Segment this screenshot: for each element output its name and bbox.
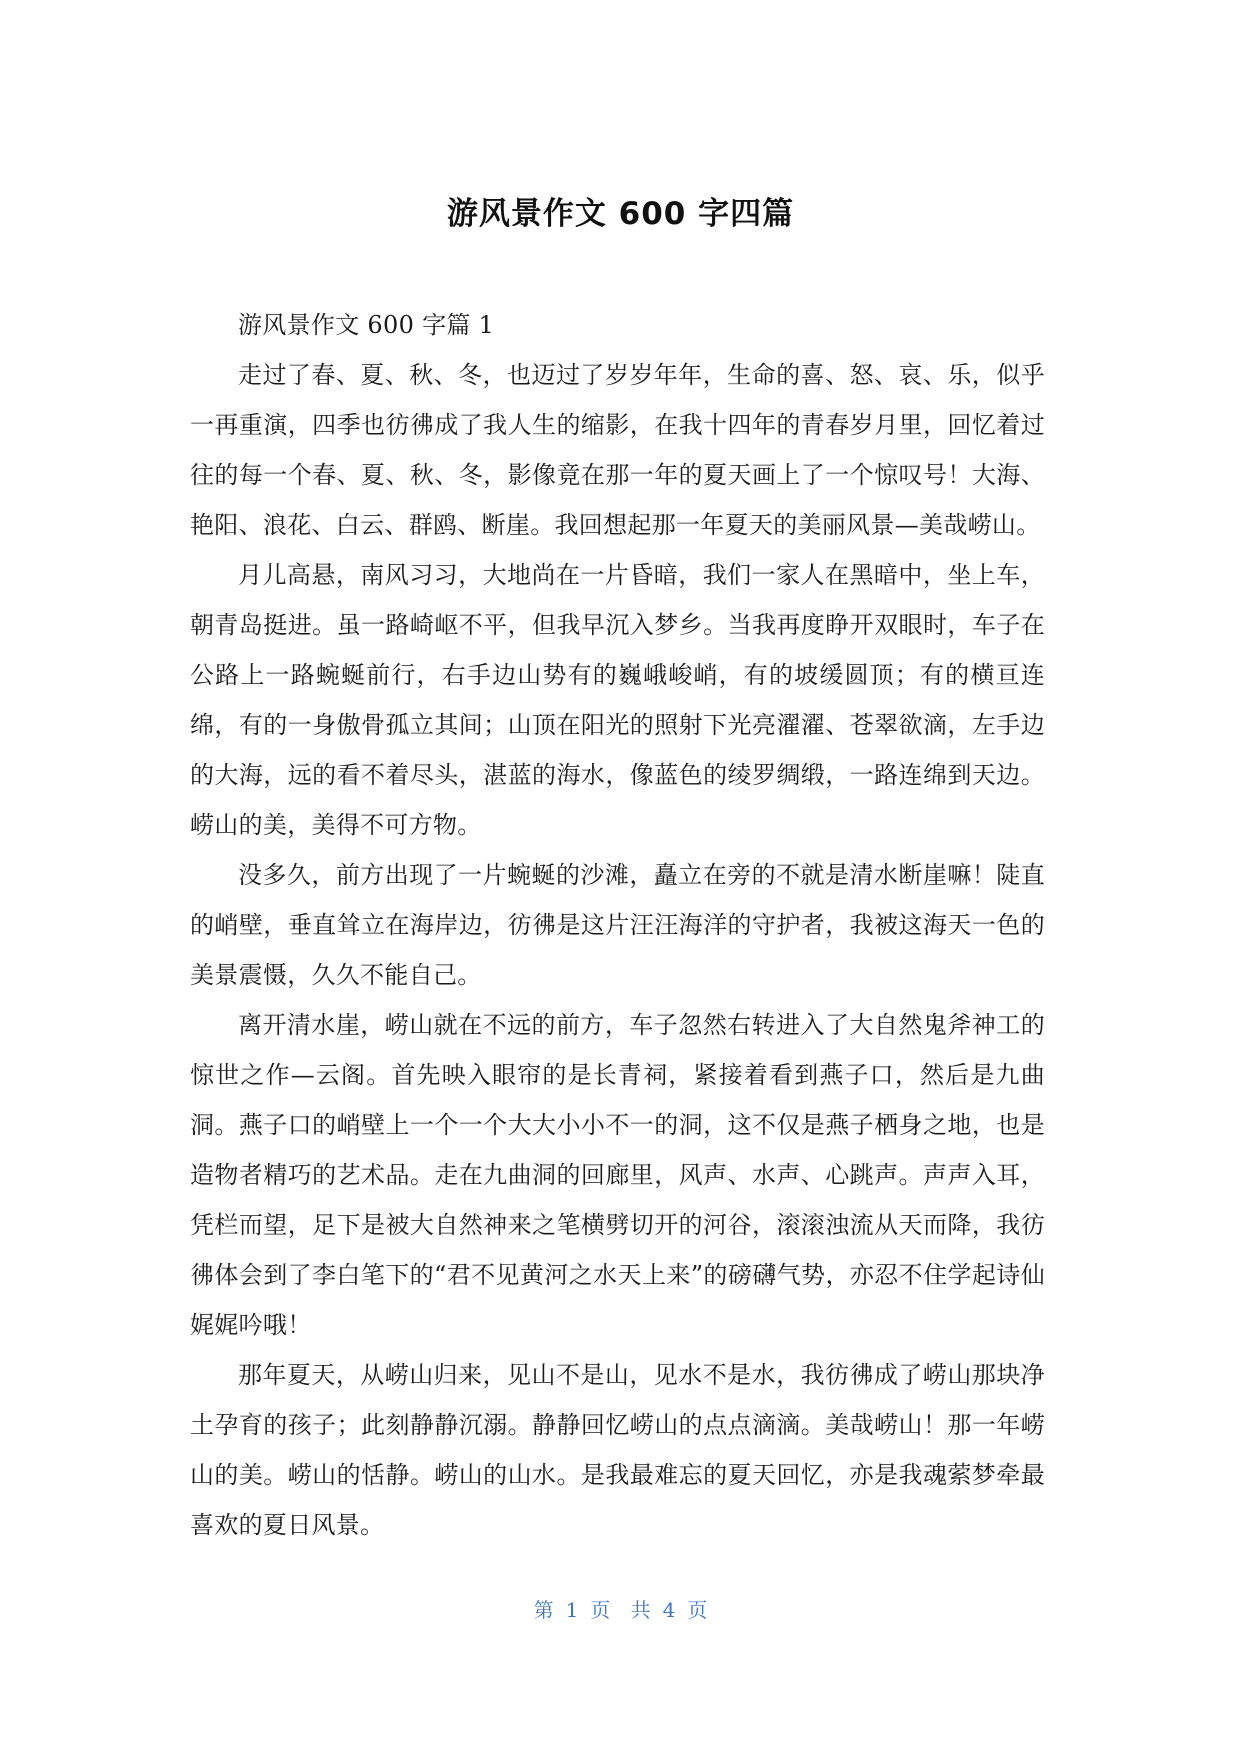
- paragraph: 离开清水崖，崂山就在不远的前方，车子忽然右转进入了大自然鬼斧神工的惊世之作—云阁。首先映入眼帘的是长青祠，紧接着看到燕子口，然后是九曲洞。燕子口的峭壁上一个一个大大小小不一的洞，这不仅是燕子栖身之地，也是造物者精巧的艺术品。走在九曲洞的回廊里，风声、水声、心跳声。声声入耳，凭栏而望，足下是被大自然神来之笔横劈切开的河谷，滚滚浊流从天而降，我彷彿体会到了李白笔下的“君不见黄河之水天上来”的磅礴气势，亦忍不住学起诗仙娓娓吟哦！: [190, 1011, 1045, 1339]
- paragraph: 走过了春、夏、秋、冬，也迈过了岁岁年年，生命的喜、怒、哀、乐，似乎一再重演，四季也彷彿成了我人生的缩影，在我十四年的青春岁月里，回忆着过往的每一个春、夏、秋、冬，影像竟在那一年的夏天画上了一个惊叹号！大海、艳阳、浪花、白云、群鸥、断崖。我回想起那一年夏天的美丽风景—美哉崂山。: [190, 361, 1045, 539]
- footer-page-label: 第: [533, 1598, 554, 1622]
- paragraph: 月儿高悬，南风习习，大地尚在一片昏暗，我们一家人在黑暗中，坐上车，朝青岛挺进。虽一路崎岖不平，但我早沉入梦乡。当我再度睁开双眼时，车子在公路上一路蜿蜒前行，右手边山势有的巍峨峻峭，有的坡缓圆顶；有的横亘连绵，有的一身傲骨孤立其间；山顶在阳光的照射下光亮濯濯、苍翠欲滴，左手边的大海，远的看不着尽头，湛蓝的海水，像蓝色的绫罗绸缎，一路连绵到天边。崂山的美，美得不可方物。: [190, 561, 1045, 839]
- paragraph: 没多久，前方出现了一片蜿蜒的沙滩，矗立在旁的不就是清水断崖嘛！陡直的峭壁，垂直耸立在海岸边，彷彿是这片汪汪海洋的守护者，我被这海天一色的美景震慑，久久不能自己。: [190, 861, 1045, 989]
- document-title: 游风景作文 600 字四篇: [446, 196, 795, 232]
- footer-current-page: 1: [565, 1598, 579, 1622]
- footer-total-pages: 4: [662, 1598, 676, 1622]
- footer-end-label: 页: [687, 1598, 708, 1622]
- page-footer: [0, 1594, 1241, 1623]
- footer-of-label: 页 共: [590, 1598, 651, 1622]
- document-body: [190, 300, 1045, 1550]
- paragraph: 那年夏天，从崂山归来，见山不是山，见水不是水，我彷彿成了崂山那块净土孕育的孩子；此刻静静沉溺。静静回忆崂山的点点滴滴。美哉崂山！那一年崂山的美。崂山的恬静。崂山的山水。是我最难忘的夏天回忆，亦是我魂萦梦牵最喜欢的夏日风景。: [190, 1361, 1045, 1539]
- section-heading: 游风景作文 600 字篇 1: [238, 311, 495, 339]
